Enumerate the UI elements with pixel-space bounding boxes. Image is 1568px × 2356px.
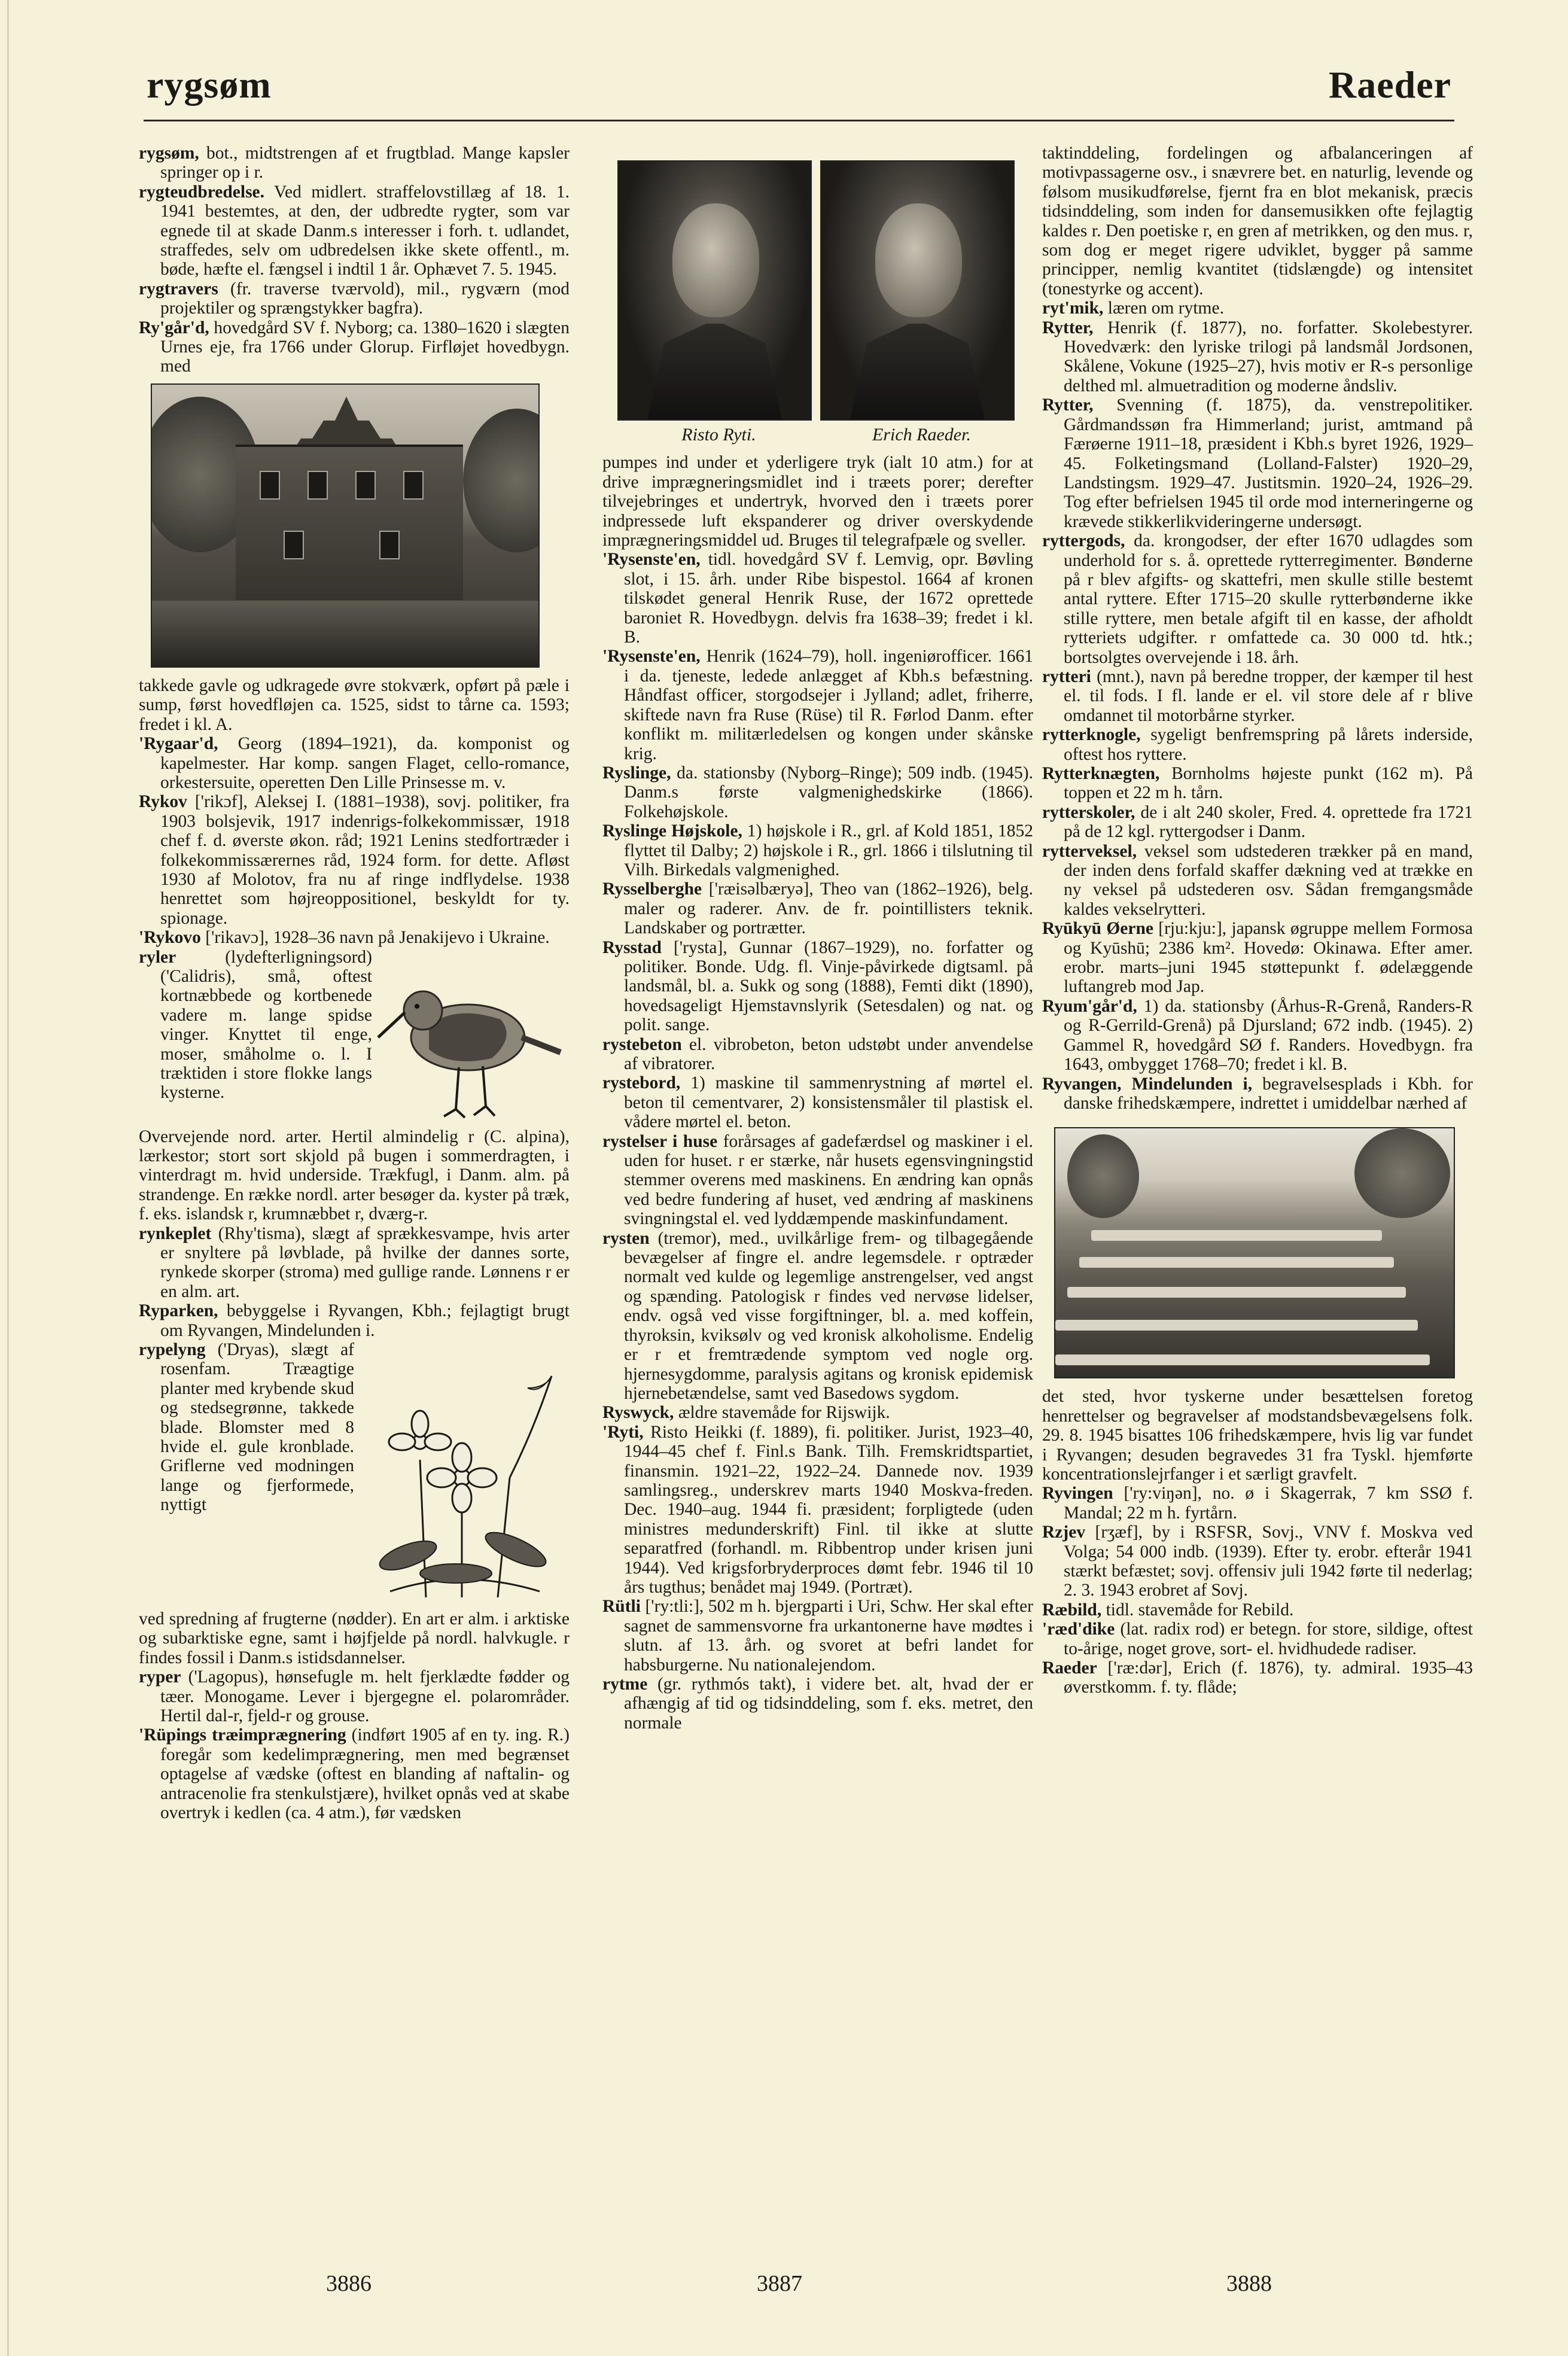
headword: Ryslinge, <box>602 763 671 783</box>
headword: Rysselberghe <box>602 879 702 899</box>
portrait-risto-ryti <box>617 160 812 421</box>
entry <box>139 279 570 318</box>
entry-text: 1) da. stationsby (Århus-R-Grenå, Randers-R og R-Gerrild-Grenå) på Djursland; 672 indb. (1945). 2) Gammel R, hovedgård SØ f. Randers. Hovedbygn. fra 1643, ombygget 1768–70; fredet i kl. B. <box>1064 996 1473 1074</box>
entry-text: veksel som udstederen trækker på en mand, der inden dens forfald skaffer dækning ved at trække en ny veksel på udstederen osv. Sådan fremgangsmåde kaldes vekselrytteri. <box>1064 841 1473 919</box>
headword: rytme <box>602 1675 648 1694</box>
entry-text: tidl. hovedgård SV f. Lemvig, opr. Bøvling slot, i 15. årh. under Ribe bispestol. 1664 af kronen tilskødet general Henrik Ruse, der 1672 oprettede baroniet R. Hovedbygn. delvis fra 1638–39; fredet i kl. B. <box>624 550 1033 647</box>
entry <box>1042 318 1473 396</box>
entry-continuation: det sted, hvor tyskerne under besættelsen foretog henrettelser og begravelser af modstandsbevægelsens folk. 29. 8. 1945 bisattes 106 frihedskæmpere, hvis lig var fundet i Ryvangen; desuden begravedes 31 fra Tyskl. hjemførte koncentrationslejrfanger i et særligt gravfelt. <box>1042 1387 1473 1484</box>
headword: rytterskoler, <box>1042 802 1135 822</box>
entry-text: bot., midtstrengen af et frugtblad. Mange kapsler springer op i r. <box>160 144 570 182</box>
headword: Rytter, <box>1042 395 1094 415</box>
headword: Rütli <box>602 1597 641 1617</box>
headword: Ryum'går'd, <box>1042 996 1137 1016</box>
entry-text: Henrik (1624–79), holl. ingeniørofficer. 1661 i da. tjeneste, ledede anlægget af Kbh.s befæstning. Håndfast officer, storgodsejer i Jylland; adlet, friherre, skiftede navn fra Ruse (Rüse) til R. Førlod Danm. efter konflikt m. militærledelsen og kongen under skånske krig. <box>624 647 1033 763</box>
headword: rypelyng <box>139 1340 206 1360</box>
dryas-plant-illustration <box>354 1340 570 1609</box>
entry <box>1042 1658 1473 1697</box>
entry <box>139 948 372 1127</box>
entry-text: begravelsesplads i Kbh. for danske frihedskæmpere, indrettet i umiddelbar nærhed af <box>1064 1074 1473 1113</box>
entry-text: (Rhy'tisma), slægt af sprækkesvampe, hvis arter er snyltere på løvblade, på hvilke der dannes sorte, rynkede skorper (stroma) med gullige rande. Lønnens r er en alm. art. <box>160 1223 570 1301</box>
entry <box>1042 725 1473 764</box>
headword: 'ræd'dike <box>1042 1620 1115 1639</box>
caption-raeder: Erich Raeder. <box>872 425 971 445</box>
entry <box>1042 764 1473 803</box>
entry-text: læren om rytme. <box>1103 299 1224 318</box>
entry-text: ('Dryas), slægt af rosenfam. Træagtige planter med krybende skud og stedsegrønne, takkede blade. Blomster med 8 hvide el. gule kronblade. Griflerne ved modningen lange og fjerformede, nyttigt <box>160 1340 354 1515</box>
headword: Rykov <box>139 792 187 812</box>
entry-text: hovedgård SV f. Nyborg; ca. 1380–1620 i slægten Urnes eje, fra 1766 under Glorup. Firfløjet hovedbygn. med <box>160 318 570 376</box>
entry-text: de i alt 240 skoler, Fred. 4. oprettede fra 1721 på de 12 kgl. ryttergodser i Danm. <box>1064 802 1473 842</box>
headword: rytterknogle, <box>1042 725 1141 745</box>
entry-continuation: ved spredning af frugterne (nødder). En art er alm. i arktiske og subarktiske egne, samt i højfjelde på nordl. halvkugle. r findes fossil i Danm.s istidsdannelser. <box>139 1609 570 1667</box>
entry-text: Ved midlert. straffelovstillæg af 18. 1. 1941 bestemtes, at den, der udbredte rygter, som var egnede til at skade Danm.s interesser i forh. t. udlandet, straffedes, selv om udbredelsen ikke skete offentl., m. bøde, hæfte el. fængsel i indtil 1 år. Ophævet 7. 5. 1945. <box>160 182 570 279</box>
window <box>284 531 304 559</box>
headword: 'Rygaar'd, <box>139 734 218 754</box>
headword: rytteri <box>1042 666 1091 686</box>
entry <box>139 734 570 792</box>
entry-text: ['ry:viŋən], no. ø i Skagerrak, 7 km SSØ f. Mandal; 22 m h. fyrtårn. <box>1064 1484 1473 1523</box>
headword: Ryslinge Højskole, <box>602 821 742 841</box>
entry <box>1042 531 1473 667</box>
headword: rynkeplet <box>139 1223 212 1243</box>
entry-text: ['rikavɔ], 1928–36 navn på Jenakijevo i Ukraine. <box>200 928 550 948</box>
entry-text: [rʒæf], by i RSFSR, Sovj., VNV f. Moskva ved Volga; 54 000 indb. (1939). Efter ty. erobr. efterår 1941 stærkt befæstet; sovj. offensiv juli 1942 førte til nederlag; 2. 3. 1943 erobret af Sovj. <box>1064 1523 1473 1600</box>
headword: ryler <box>139 947 176 967</box>
entry <box>139 792 570 928</box>
entry <box>139 1301 570 1340</box>
page-number-left: 3886 <box>326 2271 372 2296</box>
entry <box>139 318 570 376</box>
entry <box>602 1229 1033 1404</box>
ryler-entry-with-illustration <box>139 948 570 1127</box>
headword: Rzjev <box>1042 1523 1086 1542</box>
entry-continuation: pumpes ind under et yderligere tryk (ialt 10 atm.) for at drive imprægneringsmidlet ind i træets porer; derefter tilvejebringes et undertryk, hvorved den i træets porer indpressede luft ekspanderer og driver overskydende imprægneringsmiddel ud. Bruges til telegrafpæle og sveller. <box>602 453 1033 550</box>
rypelyng-entry-with-illustration <box>139 1340 570 1609</box>
entry-text: Georg (1894–1921), da. komponist og kapelmester. Har komp. sangen Flaget, cello-romance, orkestersuite, operetten Den Lille Prinsesse m. v. <box>160 734 570 792</box>
entry-continuation: taktinddeling, fordelingen og afbalanceringen af motivpassagerne osv., i snævrere bet. en naturlig, levende og følsom musikudførelse, fjernt fra en blot mekanisk, præcis tidsinddeling, som inden for dansemusikken ofte fejlagtig kaldes r. Den poetiske r, en gren af metrikken, og den mus. r, som dog er meget rigere udviklet, bygger på samme principper, nemlig kvantitet (tidslængde) og intensitet (tonestyrke og accent). <box>1042 144 1473 299</box>
entry-text: (lat. radix rod) er betegn. for store, sildige, oftest to-årige, noget grove, sort- el. hvidhudede radiser. <box>1064 1620 1473 1658</box>
entry <box>602 821 1033 879</box>
moat-foreground <box>152 601 538 666</box>
tree <box>463 409 540 552</box>
portrait-pair <box>617 160 1033 421</box>
headword: 'Rüpings træimprægnering <box>139 1725 346 1745</box>
entry-text: (mnt.), navn på beredne tropper, der kæmper til hest el. til fods. I fl. lande er el. vil store dele af r blive omdannet til motorbårne styrker. <box>1064 666 1473 725</box>
entry-text: el. vibrobeton, beton udstøbt under anvendelse af vibratorer. <box>624 1034 1033 1073</box>
grave-row <box>1091 1230 1382 1241</box>
entry <box>602 1675 1033 1733</box>
headword: rystebeton <box>602 1034 682 1054</box>
page-number-middle: 3887 <box>757 2271 802 2296</box>
entry <box>139 182 570 279</box>
entry <box>1042 1484 1473 1523</box>
manor-building <box>236 445 463 600</box>
entry-text: ['ræ:dər], Erich (f. 1876), ty. admiral. 1935–43 øverstkomm. f. ty. flåde; <box>1064 1658 1473 1697</box>
window <box>260 471 280 500</box>
headword: 'Rysenste'en, <box>602 550 701 570</box>
grave-row <box>1079 1257 1394 1268</box>
entry <box>602 1073 1033 1131</box>
sandpiper-illustration <box>372 948 570 1127</box>
portrait-uniform <box>833 324 1001 419</box>
entry-text: bebyggelse i Ryvangen, Kbh.; fejlagtigt brugt om Ryvangen, Mindelunden i. <box>160 1301 570 1340</box>
entry <box>139 1725 570 1822</box>
entry-continuation: Overvejende nord. arter. Hertil almindelig r (C. alpina), lærkestor; stort sort skjold på bugen i sommerdragten, i vinterdragt m. hvid underside. Trækfugl, i Danm. alm. på strandenge. En række nordl. arter besøger da. kyster på træk, f. eks. islandsk r, krumnæbbet r, dværg-r. <box>139 1127 570 1224</box>
column-right <box>1042 144 1473 2112</box>
entry <box>1042 1074 1473 1113</box>
headword: Rytter, <box>1042 318 1094 337</box>
headword: ryttergods, <box>1042 531 1125 551</box>
entry-text: da. stationsby (Nyborg–Ringe); 509 indb. (1945). Danm.s første valgmenighedskirke (1866). Folkehøjskole. <box>624 763 1033 821</box>
headword: Ræbild, <box>1042 1600 1102 1620</box>
portrait-face <box>672 203 759 317</box>
headword: Ryvangen, Mindelunden i, <box>1042 1074 1253 1094</box>
scan-edge <box>7 0 9 2356</box>
column-left <box>139 144 570 2112</box>
entry <box>602 1403 1033 1422</box>
entry <box>602 938 1033 1035</box>
entry <box>1042 1523 1473 1600</box>
entry <box>602 763 1033 821</box>
window <box>307 471 328 500</box>
portrait-face <box>875 203 962 317</box>
entry-text: ('Lagopus), hønsefugle m. helt fjerklædte fødder og tæer. Monogame. Lever i bjergegne el. polarområder. Hertil dal-r, fjeld-r og grouse. <box>160 1667 570 1726</box>
entry-text: ['ry:tli:], 502 m h. bjergparti i Uri, Schw. Her skal efter sagnet de sammensvorne fra urkantonerne have mødtes i slutn. af 13. årh. og svoret at befri landet for habsburgerne. Nu nationalejendom. <box>624 1597 1033 1675</box>
portrait-captions <box>617 425 1033 445</box>
headword: Ryvingen <box>1042 1484 1113 1503</box>
memorial-grounds-photo <box>1054 1127 1455 1378</box>
entry-text: Svenning (f. 1875), da. venstrepolitiker. Gårdmandssøn fra Himmerland; jurist, amtmand på Færøerne 1911–18, præsident i Kbh.s byret 1926, 1929–45. Folketingsmand (Lolland-Falster) 1920–29, Landstingsm. 1929–47. Justitsmin. 1920–24, 1926–29. Tog efter befrielsen 1945 til orde mod interneringerne og krævede stikkerlikvideringerne undersøgt. <box>1064 395 1473 531</box>
headword: Ryparken, <box>139 1301 218 1321</box>
caption-ryti: Risto Ryti. <box>681 425 756 445</box>
portrait-suit <box>631 324 799 419</box>
entry <box>602 647 1033 763</box>
entry <box>1042 1620 1473 1658</box>
entry-text: 1) maskine til sammenrystning af mørtel el. beton til cementvarer, 2) konsistensmåler til plastisk el. vådere mørtel el. beton. <box>624 1073 1033 1132</box>
headword: Raeder <box>1042 1658 1097 1678</box>
entry <box>139 928 570 947</box>
entry-text: (indført 1905 af en ty. ing. R.) foregår som kedelimprægnering, men med begrænset optagelse af vædske (oftest en blanding af naftalin- og antracenolie fra stenkulstjære), hvilket opnås ved at skabe overtryk i kedlen (ca. 4 atm.), før vædsken <box>160 1725 570 1823</box>
headword: 'Ryti, <box>602 1422 644 1442</box>
entry <box>1042 395 1473 531</box>
castle-photo <box>151 383 540 668</box>
entry-text: (lydefterligningsord) ('Calidris), små, oftest kortnæbbede og kortbenede vadere m. lange spidse vinger. Knyttet til enge, moser, småholme o. l. I træktiden i store flokke langs kysterne. <box>160 947 372 1103</box>
entry-text: ['ræisəlbæryə], Theo van (1862–1926), belg. maler og raderer. Anv. de fr. pointillisters teknik. Landskaber og portrætter. <box>624 879 1033 938</box>
window <box>403 471 424 500</box>
running-head-right: Raeder <box>1328 63 1451 106</box>
entry-text: ['rysta], Gunnar (1867–1929), no. forfatter og politiker. Bonde. Udg. fl. Vinje-påvirkede digtsaml. på landsmål, bl. a. Sukk og song (1888), Femti dikt (1890), hovedsageligt Hjemstavnslyrik (Setesdalen) og nat. og polit. sange. <box>624 937 1033 1035</box>
window <box>379 531 400 559</box>
entry-text: [rju:kju:], japansk øgruppe mellem Formosa og Kyūshū; 2386 km². Hovedø: Okinawa. Efter amer. erobr. marts–juni 1945 støttepunkt f. ødelæggende luftangreb mod Jap. <box>1064 919 1473 997</box>
grave-row <box>1067 1287 1406 1298</box>
entry <box>1042 299 1473 318</box>
tree <box>1354 1128 1450 1218</box>
entry <box>1042 1600 1473 1620</box>
entry <box>602 1597 1033 1675</box>
entry-text: Risto Heikki (f. 1889), fi. politiker. Jurist, 1923–40, 1944–45 chef f. Finl.s Bank. Tilh. Fremskridtspartiet, finansmin. 1921–22, 1922–24. Dannede nov. 1939 samlingsreg., underskrev marts 1940 Moskva-freden. Dec. 1940–aug. 1944 fi. præsident; forpligtede (uden ministres medunderskrift) Finl. til ikke at slutte separatfred (forhandl. m. Ribbentrop under krisen juni 1944). Ved krigsforbryderproces dømt febr. 1946 til 10 års tugthus; benådet maj 1949. (Portræt). <box>624 1422 1033 1597</box>
entry-text: forårsages af gadefærdsel og maskiner i el. uden for huset. r er stærke, når husets egensvingningstid stemmer overens med maskinens. En ændring kan opnås ved bedre fundering af huset, ved ændring af maskinens svingningstal el. ved lyddæmpende maskinfundament. <box>624 1131 1033 1229</box>
headword: Ry'går'd, <box>139 318 209 337</box>
headword: 'Rykovo <box>139 928 201 948</box>
window <box>355 471 376 500</box>
entry-text: (gr. rythmós takt), i videre bet. alt, hvad der er afhængig af tid og tidsinddeling, som f. eks. metret, den normale <box>624 1675 1033 1733</box>
entry-text: sygeligt benfremspring på lårets inderside, oftest hos ryttere. <box>1064 725 1473 764</box>
entry-text: da. krongodser, der efter 1670 udlagdes som underhold for s. å. oprettede rytterregimenter. Bønderne på r blev afgifts- og skattefri, men skulle stille bestemt antal ryttere. Efter 1715–20 skulle rytterbønderne ikke stille ryttere, men betale afgift til en kasse, der afholdt rytteriets udgifter. r omfattede ca. 30 000 td. htk.; bortsolgtes overvejende i 18. årh. <box>1064 531 1473 667</box>
headword: Rytterknægten, <box>1042 764 1160 783</box>
headword: Rysstad <box>602 937 662 957</box>
headword: rytterveksel, <box>1042 841 1137 861</box>
entry-text: Bornholms højeste punkt (162 m). På toppen et 22 m h. tårn. <box>1064 764 1473 803</box>
headword: rygteudbredelse. <box>139 182 265 202</box>
headword: ryt'mik, <box>1042 299 1104 318</box>
entry <box>1042 803 1473 842</box>
headword: rysten <box>602 1228 650 1248</box>
entry-text: (fr. traverse tværvold), mil., rygværn (mod projektiler og sprængstykker bagfra). <box>160 279 570 318</box>
entry <box>139 1667 570 1725</box>
column-middle <box>602 144 1033 2112</box>
headword: 'Rysenste'en, <box>602 647 701 666</box>
headword: rygsøm, <box>139 144 199 163</box>
headword: ryper <box>139 1667 181 1687</box>
entry <box>602 1132 1033 1229</box>
entry-continuation: takkede gavle og udkragede øvre stokværk, opført på pæle i sump, først hovedfløjen ca. 1525, sidst to tårne ca. 1593; fredet i kl. A. <box>139 675 570 734</box>
portrait-erich-raeder <box>820 160 1015 421</box>
entry <box>602 550 1033 647</box>
entry <box>602 1035 1033 1074</box>
grave-row <box>1055 1354 1430 1365</box>
grave-row <box>1055 1320 1418 1331</box>
tree <box>1067 1134 1139 1218</box>
headword: Ryūkyū Øerne <box>1042 919 1153 939</box>
entry-text: 1) højskole i R., grl. af Kold 1851, 1852 flyttet til Dalby; 2) højskole i R., grl. 1866 i tilslutning til Vilh. Birkedals valgmenighed. <box>624 821 1033 879</box>
headword: rystelser i huse <box>602 1131 718 1151</box>
entry <box>1042 842 1473 920</box>
entry <box>139 1224 570 1302</box>
headword: Ryswyck, <box>602 1403 674 1423</box>
entry <box>602 879 1033 937</box>
entry-text: (tremor), med., uvilkårlige frem- og tilbagegående bevægelser af fingre el. andre legemsdele. r optræder normalt ved kulde og legemlige anstrengelser, ved angst og spænding. Patologisk r findes ved nervøse lidelser, endv. også ved visse forgiftninger, bl. a. med koffein, thyroksin, kviksølv og ved kronisk alkoholisme. Endelig er r et fremtrædende symptom ved nogle org. hjernesygdomme, paralysis agitans og kronisk epidemisk hjernebetændelse, samt ved Basedows sygdom. <box>624 1228 1033 1403</box>
entry <box>1042 667 1473 725</box>
entry-text: ældre stavemåde for Rijswijk. <box>674 1403 890 1423</box>
entry <box>602 1423 1033 1597</box>
entry <box>1042 997 1473 1074</box>
running-head-left: rygsøm <box>147 63 272 106</box>
header-rule <box>144 120 1454 121</box>
entry <box>139 144 570 182</box>
entry-text: Henrik (f. 1877), no. forfatter. Skolebestyrer. Hovedværk: den lyriske trilogi på landsmål Jordsonen, Skålene, Vokune (1925–27), hvis motiv er R-s personlige delthed ml. almuetradition og moderne åndsliv. <box>1064 318 1473 395</box>
entry <box>1042 919 1473 997</box>
entry-text: ['rikɔf], Aleksej I. (1881–1938), sovj. politiker, fra 1903 bolsjevik, 1917 indenrigs-folkekommissær, 1918 chef f. d. øverste økon. råd; 1921 Lenins stedfortræder i folkekommissærernes råd, 1924 form. for dette. Afløst 1930 af Molotov, fra nu af ringe indflydelse. 1938 henrettet som højreoppositionel, beskyldt for ty. spionage. <box>160 792 570 928</box>
page-number-right: 3888 <box>1226 2271 1272 2296</box>
entry-text: tidl. stavemåde for Rebild. <box>1101 1600 1294 1620</box>
entry <box>139 1340 354 1609</box>
headword: rygtravers <box>139 279 218 299</box>
headword: rystebord, <box>602 1073 681 1093</box>
